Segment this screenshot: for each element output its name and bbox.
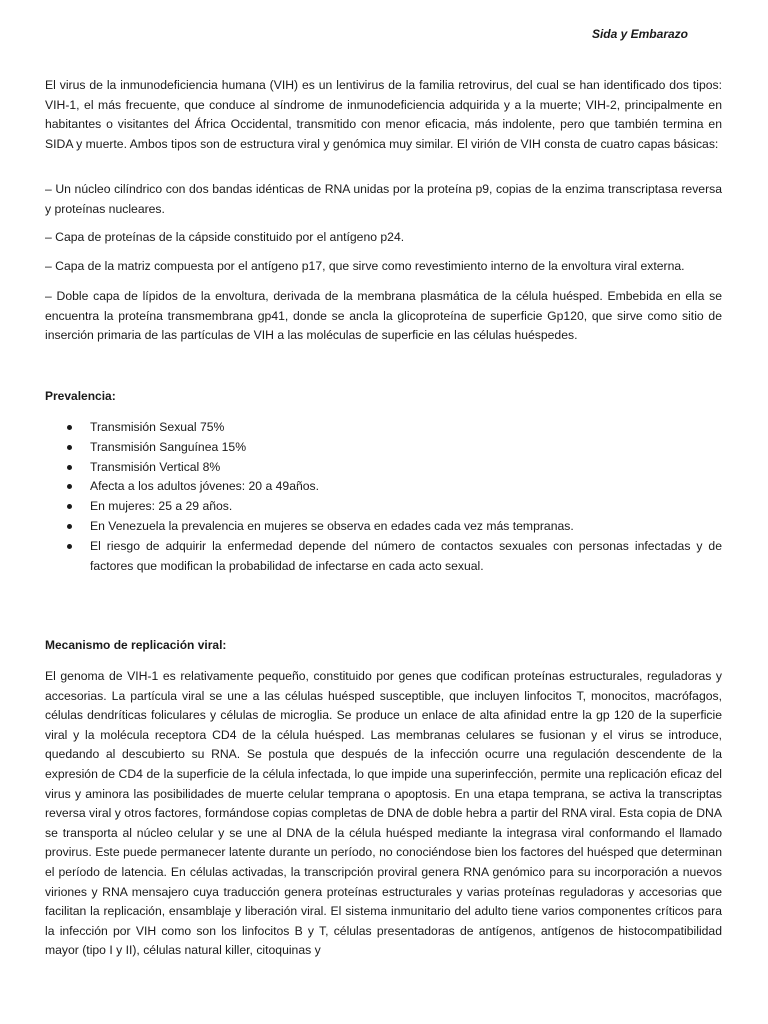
- bullet-icon: [67, 484, 72, 489]
- bullet-icon: [67, 465, 72, 470]
- prevalence-heading: Prevalencia:: [45, 389, 116, 403]
- bullet-icon: [67, 425, 72, 430]
- list-item: En Venezuela la prevalencia en mujeres se observa en edades cada vez más tempranas.: [45, 517, 722, 537]
- mechanism-heading: Mecanismo de replicación viral:: [45, 638, 227, 652]
- list-item: En mujeres: 25 a 29 años.: [45, 497, 722, 517]
- list-item: Transmisión Sexual 75%: [45, 418, 722, 438]
- layer-item: – Capa de la matriz compuesta por el antígeno p17, que sirve como revestimiento interno de la envoltura viral externa.: [45, 259, 685, 273]
- mechanism-paragraph: El genoma de VIH-1 es relativamente pequeño, constituido por genes que codifican proteínas estructurales, reguladoras y accesorias. La partícula viral se une a las células huésped susceptible, que incluyen linfocitos T, monocitos, macrófagos, células dendríticas foliculares y células de microglia. Se produce un enlace de alta afinidad entre la gp 120 de la superficie viral y la molécula receptora CD4 de la célula huésped. Las membranas celulares se fusionan y el virus se introduce, quedando al descubierto su RNA. Se postula que después de la infección ocurre una regulación descendente de la expresión de CD4 de la superficie de la célula infectada, lo que impide una superinfección, permite una replicación eficaz del virus y aminora las posibilidades de muerte celular temprana o apoptosis. En una etapa temprana, se activa la transcriptas reversa viral y otros factores, formándose copias completas de DNA de doble hebra a partir del RNA viral. Esta copia de DNA se transporta al núcleo celular y se une al DNA de la célula huésped mediante la integrasa viral conformando el llamado provirus. Este puede permanecer latente durante un período, no conociéndose bien los factores del huésped que determinan el período de latencia. En células activadas, la transcripción proviral genera RNA genómico para su incorporación a nuevos viriones y RNA mensajero cuya traducción genera proteínas estructurales y varias proteínas reguladoras y accesorias que facilitan la replicación, ensamblaje y liberación viral. El sistema inmunitario del adulto tiene varios componentes críticos para la infección por VIH como son los linfocitos B y T, células presentadoras de antígenos, antígenos de histocompatibilidad mayor (tipo I y II), células natural killer, citoquinas y: [45, 669, 722, 958]
- list-item: Afecta a los adultos jóvenes: 20 a 49años.: [45, 477, 722, 497]
- layer-item: – Capa de proteínas de la cápside constituido por el antígeno p24.: [45, 230, 405, 244]
- list-item: Transmisión Sanguínea 15%: [45, 438, 722, 458]
- list-item: El riesgo de adquirir la enfermedad depende del número de contactos sexuales con personas infectadas y de factores que modifican la probabilidad de infectarse en cada acto sexual.: [45, 537, 722, 577]
- bullet-icon: [67, 524, 72, 529]
- bullet-icon: [67, 445, 72, 450]
- list-item: Transmisión Vertical 8%: [45, 458, 722, 478]
- layer-item: – Doble capa de lípidos de la envoltura, derivada de la membrana plasmática de la célula huésped. Embebida en ella se encuentra la proteína transmembrana gp41, donde se ancla la glicoproteína de superficie Gp120, que sirve como sitio de inserción primaria de las partículas de VIH a las moléculas de superficie en las células huéspedes.: [45, 289, 722, 343]
- bullet-icon: [67, 544, 72, 549]
- layer-item: – Un núcleo cilíndrico con dos bandas idénticas de RNA unidas por la proteína p9, copias de la enzima transcriptasa reversa y proteínas nucleares.: [45, 182, 722, 216]
- prevalence-list: [45, 418, 722, 576]
- bullet-icon: [67, 504, 72, 509]
- page-header: Sida y Embarazo: [591, 27, 688, 41]
- intro-paragraph: El virus de la inmunodeficiencia humana (VIH) es un lentivirus de la familia retrovirus, del cual se han identificado dos tipos: VIH-1, el más frecuente, que conduce al síndrome de inmunodeficiencia adquirida y a la muerte; VIH-2, principalmente en habitantes o visitantes del África Occidental, transmitido con menor eficacia, más indolente, pero que también termina en SIDA y muerte. Ambos tipos son de estructura viral y genómica muy similar. El virión de VIH consta de cuatro capas básicas:: [45, 78, 722, 151]
